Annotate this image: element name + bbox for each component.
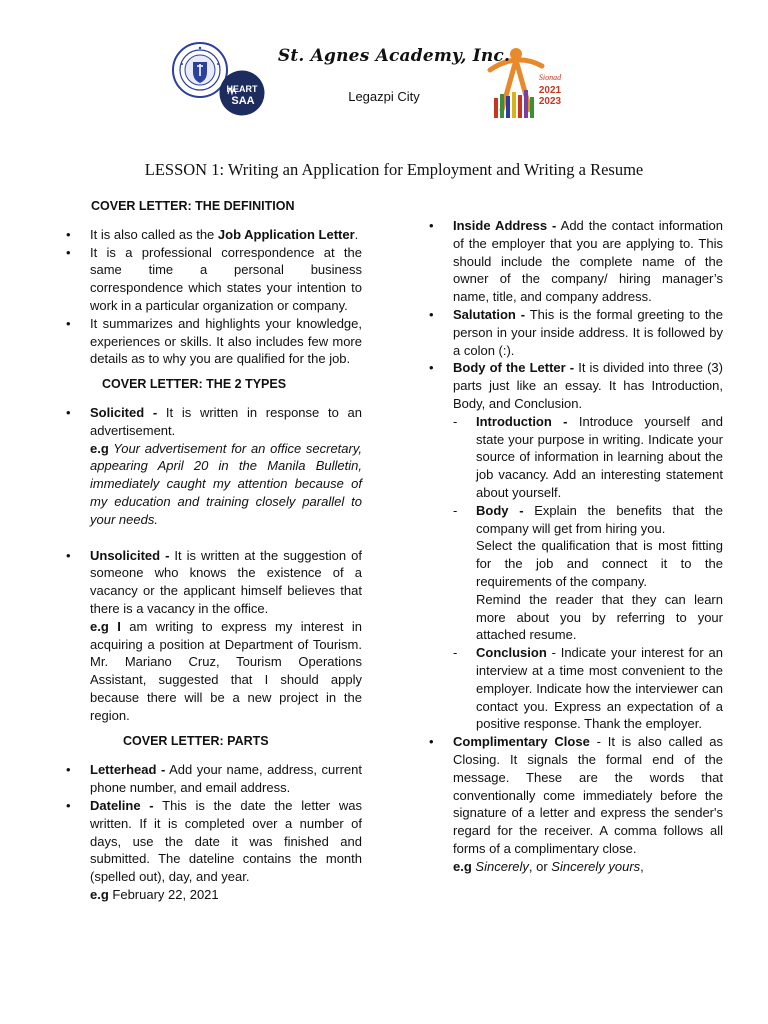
- body-parts-list: [453, 413, 723, 733]
- list-item: [62, 226, 362, 244]
- lesson-title: LESSON 1: Writing an Application for Employment and Writing a Resume: [144, 160, 644, 179]
- example-text: ,: [640, 858, 644, 874]
- item-bold: Job Application Letter: [217, 226, 355, 242]
- list-item: [62, 761, 362, 797]
- saa-text: SAA: [231, 95, 255, 107]
- heart-text: HEART: [226, 84, 258, 94]
- sub-item-text: Explain the benefits that the company will get from hiring you.: [476, 502, 723, 536]
- right-column: [425, 217, 723, 875]
- sub-item-label: Introduction -: [476, 413, 568, 429]
- types-list: [62, 404, 362, 725]
- list-item: [62, 797, 362, 904]
- item-text: Add your name, address, current phone number, and email address.: [90, 762, 362, 796]
- example: [90, 618, 362, 725]
- list-item: • It summarizes and highlights your knowledge, experiences or skills. It also includes few more details as to why you are qualified for the job.: [62, 315, 362, 368]
- sub-item: [453, 502, 723, 644]
- list-item: • It is a professional correspondence at the same time a personal business correspondence which states your intention to work in a particular organization or company.: [62, 244, 362, 315]
- item-label: Inside Address -: [453, 218, 557, 233]
- example-text: am writing to express my interest in acquiring a position at Department of Tourism. Mr. Mariano Cruz, Tourism Operations Assistant, suggested that I should apply because there will be a new project in the region.: [90, 618, 362, 723]
- item-text: It is divided into three (3) parts just like an essay. It has Introduction, Body, and Conclusion.: [453, 360, 723, 411]
- parts-list: [62, 761, 362, 903]
- list-item: [425, 306, 723, 359]
- item-text: This is the date the letter was written. If it is completed over a number of days, use the date it was finished and submitted. The dateline contains the month (spelled out), day, and year.: [90, 797, 362, 885]
- item-text: It is written in response to an advertisement.: [90, 404, 362, 438]
- parts-list-continued: [425, 217, 723, 875]
- sinod-year-2: 2023: [538, 96, 562, 107]
- heading-definition: COVER LETTER: THE DEFINITION: [91, 199, 295, 213]
- example-text: February 22, 2021: [108, 886, 219, 902]
- list-item: [62, 404, 362, 529]
- item-label: Salutation -: [453, 306, 526, 322]
- example-text: Sincerely: [475, 858, 529, 874]
- example-label: e.g: [90, 886, 109, 902]
- item-label: Complimentary Close: [453, 734, 590, 750]
- sub-item: [453, 413, 723, 502]
- sub-item-label: Body -: [476, 502, 524, 518]
- definition-list: [62, 226, 362, 368]
- list-item: [62, 547, 362, 725]
- sub-item-text: Introduce yourself and state your purpose in writing. Indicate your source of information in learning about the job vacancy. Add an interesting statement about yourself.: [476, 413, 724, 500]
- list-item: [425, 733, 723, 875]
- item-text: .: [354, 226, 359, 242]
- example-label: e.g: [90, 440, 109, 456]
- school-name: St. Agnes Academy, Inc.: [277, 46, 511, 66]
- sub-item-paragraph: Select the qualification that is most fitting for the job and connect it to the requirements of the company.: [476, 538, 723, 589]
- letterhead: [0, 0, 768, 140]
- example: [90, 886, 362, 904]
- item-label: Body of the Letter -: [453, 360, 575, 376]
- heading-types: COVER LETTER: THE 2 TYPES: [102, 377, 287, 392]
- school-city: Legazpi City: [348, 89, 420, 104]
- item-label: Unsolicited -: [90, 547, 170, 563]
- item-label: Letterhead -: [90, 762, 166, 778]
- item-text: It is written at the suggestion of someone who knows the existence of a vacancy or the applicant himself believes that there is a vacancy in the office.: [90, 547, 362, 616]
- left-column: [62, 198, 362, 904]
- example-text: Sincerely yours: [551, 858, 641, 874]
- item-label: Dateline -: [90, 797, 154, 813]
- heading-parts: COVER LETTER: PARTS: [123, 733, 269, 748]
- example-text: Your advertisement for an office secretary, appearing April 20 in the Manila Bulletin, immediately caught my attention because of my education and training closely parallel to your needs.: [90, 440, 362, 527]
- item-text: Add the contact information of the employer that you are applying to. This should include the complete name of the owner of the company/ hiring manager’s name, title, and company address.: [453, 218, 724, 305]
- list-item: [425, 217, 723, 306]
- item-text: This is the formal greeting to the person in your inside address. It is followed by a colon (:).: [453, 306, 723, 358]
- item-text: It is also called as the: [90, 226, 218, 242]
- example-text: , or: [528, 858, 552, 874]
- example: [90, 440, 362, 529]
- example-label: e.g I: [90, 618, 121, 634]
- example-label: e.g: [453, 858, 472, 874]
- sinod-year-1: 2021: [538, 85, 562, 96]
- sub-item-label: Conclusion: [476, 645, 547, 661]
- sub-item: [453, 644, 723, 733]
- list-item: [425, 359, 723, 733]
- sinod-text: Sionad: [538, 73, 562, 82]
- example: [453, 858, 723, 876]
- sub-item-text: - Indicate your interest for an interview at a time most convenient to the employer. Indicate how the interviewer can contact you. Express an expectation of a positive response. Thank the employer.: [476, 645, 723, 732]
- sub-item-paragraph: Remind the reader that they can learn more about you by referring to your attached resume.: [476, 591, 723, 643]
- item-label: Solicited -: [90, 404, 158, 420]
- item-text: - It is also called as Closing. It signals the formal end of the message. These are the words that conventionally come immediately before the signature of a letter and express the sender's regard for the receiver. A comma follows all forms of a complimentary close.: [453, 734, 724, 856]
